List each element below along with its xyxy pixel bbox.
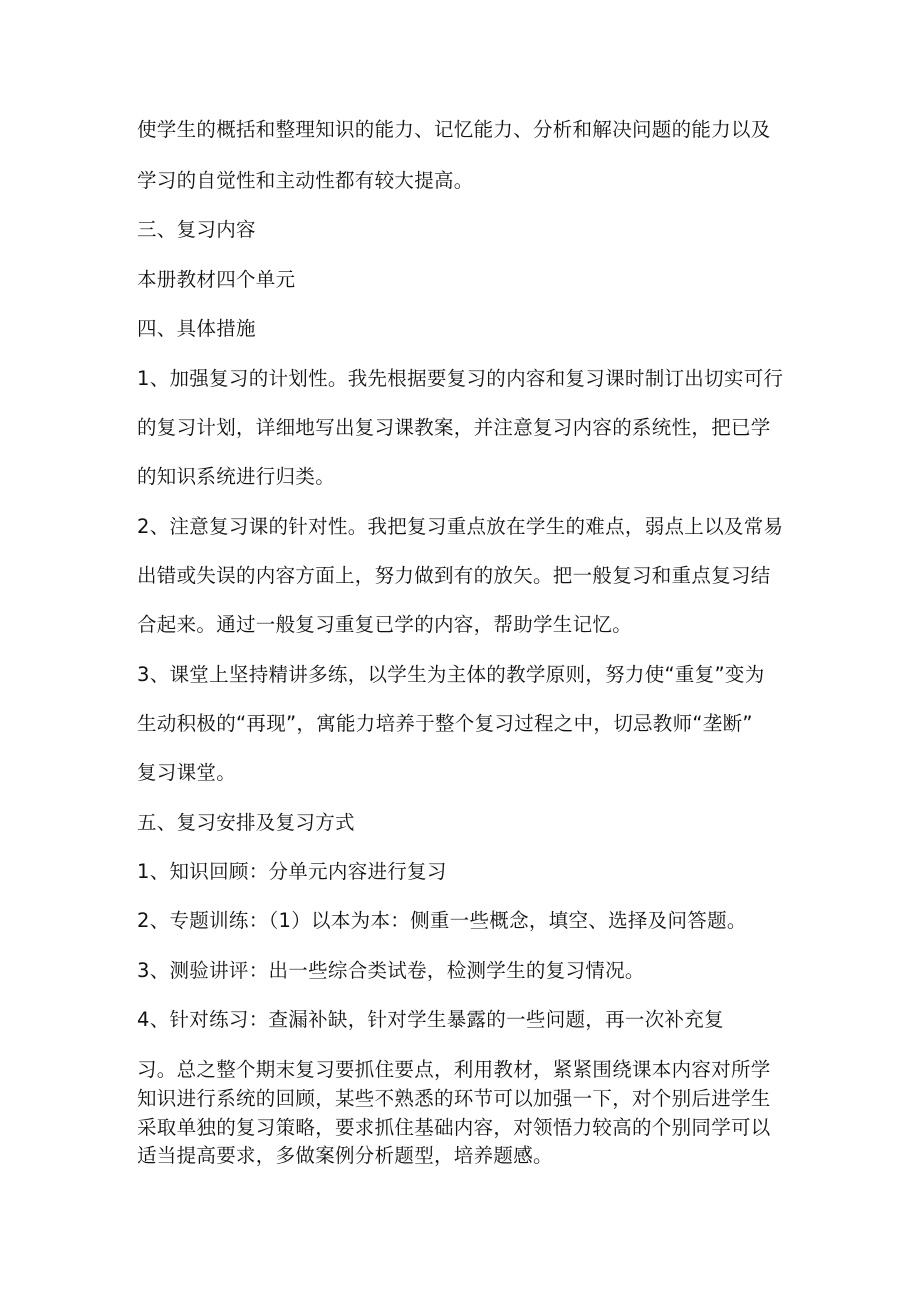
paragraph-line: 1、加强复习的计划性。我先根据要复习的内容和复习课时制订出切实可行 (137, 367, 784, 390)
paragraph-line: 1、知识回顾：分单元内容进行复习 (137, 860, 447, 883)
section-heading-measures: 四、具体措施 (137, 317, 256, 340)
paragraph-line: 本册教材四个单元 (137, 268, 296, 291)
section-heading-arrangement: 五、复习安排及复习方式 (137, 811, 355, 834)
paragraph-line: 2、注意复习课的针对性。我把复习重点放在学生的难点，弱点上以及常易 (137, 515, 784, 538)
paragraph-line: 4、针对练习：查漏补缺，针对学生暴露的一些问题，再一次补充复 (137, 1008, 724, 1031)
section-heading-review-content: 三、复习内容 (137, 218, 256, 241)
paragraph-line: 知识进行系统的回顾，某些不熟悉的环节可以加强一下，对个别后进学生 (137, 1087, 771, 1110)
paragraph-line: 习。总之整个期末复习要抓住要点，利用教材，紧紧围绕课本内容对所学 (137, 1058, 771, 1081)
paragraph-line: 适当提高要求，多做案例分析题型，培养题感。 (137, 1144, 553, 1167)
paragraph-line: 使学生的概括和整理知识的能力、记忆能力、分析和解决问题的能力以及 (137, 118, 771, 141)
paragraph-line: 合起来。通过一般复习重复已学的内容，帮助学生记忆。 (137, 613, 633, 636)
paragraph-line: 2、专题训练：（1）以本为本：侧重一些概念，填空、选择及问答题。 (137, 909, 747, 932)
paragraph-line: 学习的自觉性和主动性都有较大提高。 (137, 169, 474, 192)
paragraph-line: 生动积极的“再现”，寓能力培养于整个复习过程之中，切忌教师“垄断” (137, 712, 753, 735)
paragraph-line: 3、测验讲评：出一些综合类试卷，检测学生的复习情况。 (137, 959, 645, 982)
paragraph-line: 出错或失误的内容方面上，努力做到有的放矢。把一般复习和重点复习结 (137, 564, 771, 587)
paragraph-line: 3、课堂上坚持精讲多练，以学生为主体的教学原则，努力使“重复”变为 (137, 663, 765, 686)
paragraph-line: 的复习计划，详细地写出复习课教案，并注意复习内容的系统性，把已学 (137, 416, 771, 439)
paragraph-line: 复习课堂。 (137, 761, 237, 784)
paragraph-line: 采取单独的复习策略，要求抓住基础内容，对领悟力较高的个别同学可以 (137, 1116, 771, 1139)
paragraph-line: 的知识系统进行归类。 (137, 465, 336, 488)
